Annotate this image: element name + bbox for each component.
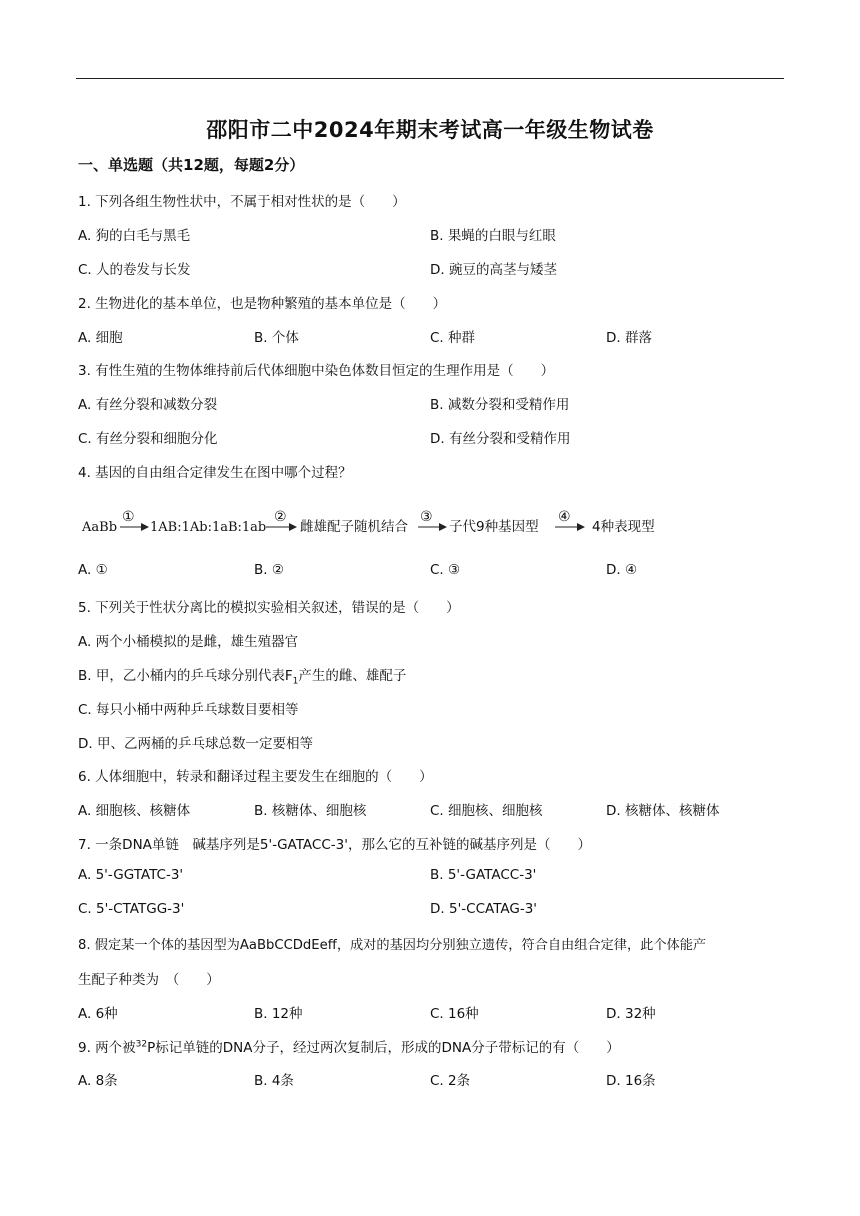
q1-option-a[interactable]: A. 狗的白毛与黑毛: [78, 228, 191, 244]
q7-option-b[interactable]: B. 5'-GATACC-3': [430, 867, 537, 883]
question-4-options: [78, 562, 784, 582]
question-1-options-row-1: [78, 224, 784, 244]
question-8-stem-line-1: 8. 假定某一个体的基因型为AaBbCCDdEeff，成对的基因均分别独立遗传，符合自由组合定律，此个体能产: [78, 938, 707, 953]
flow-step-1: ①: [122, 509, 135, 525]
q1-option-d[interactable]: D. 豌豆的高茎与矮茎: [430, 262, 557, 278]
question-9-options: [78, 1069, 784, 1089]
q6-option-b[interactable]: B. 核糖体、细胞核: [254, 803, 367, 819]
q5-option-b[interactable]: [78, 664, 406, 687]
q9-stem-text: 9. 两个被: [78, 1040, 136, 1056]
q8-option-a[interactable]: A. 6种: [78, 1006, 118, 1022]
question-4-stem: 4. 基因的自由组合定律发生在图中哪个过程？: [78, 465, 352, 481]
q2-option-b[interactable]: B. 个体: [254, 330, 299, 346]
q3-option-a[interactable]: A. 有丝分裂和减数分裂: [78, 397, 218, 413]
superscript-32: 32: [135, 1039, 148, 1050]
flow-step-4: ④: [558, 509, 571, 525]
q4-option-b[interactable]: B. ②: [254, 562, 284, 578]
subscript-1: 1: [292, 676, 299, 687]
flow-node-genotypes: 子代9种基因型: [449, 519, 539, 535]
question-5-stem: 5. 下列关于性状分离比的模拟实验相关叙述，错误的是（ ）: [78, 600, 460, 616]
flow-step-3: ③: [420, 509, 433, 525]
question-1-stem: 1. 下列各组生物性状中，不属于相对性状的是（ ）: [78, 194, 406, 210]
question-6-stem: 6. 人体细胞中，转录和翻译过程主要发生在细胞的（ ）: [78, 769, 433, 785]
q8-option-c[interactable]: C. 16种: [430, 1006, 479, 1022]
question-2-stem: 2. 生物进化的基本单位，也是物种繁殖的基本单位是（ ）: [78, 296, 447, 312]
q9-option-a[interactable]: A. 8条: [78, 1073, 118, 1089]
question-8-options: [78, 1002, 784, 1022]
question-3-stem: 3. 有性生殖的生物体维持前后代体细胞中染色体数目恒定的生理作用是（ ）: [78, 363, 555, 379]
q5-option-b-text: B. 甲，乙小桶内的乒乓球分别代表F: [78, 668, 293, 684]
q8-option-b[interactable]: B. 12种: [254, 1006, 303, 1022]
q6-option-d[interactable]: D. 核糖体、核糖体: [606, 803, 720, 819]
q4-option-c[interactable]: C. ③: [430, 562, 461, 578]
q1-option-c[interactable]: C. 人的卷发与长发: [78, 262, 191, 278]
q7-option-d[interactable]: D. 5'-CCATAG-3': [430, 901, 538, 917]
q4-option-d[interactable]: D. ④: [606, 562, 638, 578]
q2-option-d[interactable]: D. 群落: [606, 330, 652, 346]
q9-option-d[interactable]: D. 16条: [606, 1073, 656, 1089]
question-3-options-row-2: [78, 427, 784, 447]
flow-node-gametes: 1AB:1Ab:1aB:1ab: [150, 520, 267, 535]
q9-option-b[interactable]: B. 4条: [254, 1073, 294, 1089]
q5-option-d[interactable]: D. 甲、乙两桶的乒乓球总数一定要相等: [78, 736, 313, 752]
q5-option-a[interactable]: A. 两个小桶模拟的是雌，雄生殖器官: [78, 634, 299, 650]
question-8-stem-line-2: 生配子种类为 （ ）: [78, 972, 220, 988]
q1-option-b[interactable]: B. 果蝇的白眼与红眼: [430, 228, 556, 244]
q5-option-c[interactable]: C. 每只小桶中两种乒乓球数目要相等: [78, 702, 299, 718]
flow-node-parent: AaBb: [82, 520, 118, 535]
question-7-stem: 7. 一条DNA单链 碱基序列是5'-GATACC-3'，那么它的互补链的碱基序列是（ ）: [78, 837, 591, 853]
q7-option-a[interactable]: A. 5'-GGTATC-3': [78, 867, 184, 883]
q6-option-c[interactable]: C. 细胞核、细胞核: [430, 803, 543, 819]
question-9-stem: [78, 1036, 620, 1056]
q8-option-d[interactable]: D. 32种: [606, 1006, 656, 1022]
q9-stem-text-end: P标记单链的DNA分子，经过两次复制后，形成的DNA分子带标记的有（ ）: [147, 1040, 620, 1056]
header-rule: [76, 78, 784, 79]
exam-title: 邵阳市二中2024年期末考试高一年级生物试卷: [206, 118, 654, 142]
question-7-options-row-2: [78, 901, 784, 921]
q3-option-d[interactable]: D. 有丝分裂和受精作用: [430, 431, 571, 447]
q7-option-c[interactable]: C. 5'-CTATGG-3': [78, 901, 185, 917]
q2-option-c[interactable]: C. 种群: [430, 330, 476, 346]
q4-option-a[interactable]: A. ①: [78, 562, 108, 578]
question-7-options-row-1: [78, 867, 784, 887]
question-6-options: [78, 799, 784, 819]
q3-option-c[interactable]: C. 有丝分裂和细胞分化: [78, 431, 218, 447]
q9-option-c[interactable]: C. 2条: [430, 1073, 471, 1089]
flow-node-fertilization: 雌雄配子随机结合: [300, 519, 408, 535]
flow-step-2: ②: [274, 509, 287, 525]
flow-node-phenotypes: 4种表现型: [592, 519, 655, 535]
question-2-options: [78, 326, 784, 346]
question-3-options-row-1: [78, 393, 784, 413]
q6-option-a[interactable]: A. 细胞核、核糖体: [78, 803, 191, 819]
q2-option-a[interactable]: A. 细胞: [78, 330, 123, 346]
section-heading: 一、单选题（共12题，每题2分）: [78, 156, 305, 174]
question-1-options-row-2: [78, 258, 784, 278]
q5-option-b-text-end: 产生的雌、雄配子: [298, 668, 407, 684]
q3-option-b[interactable]: B. 减数分裂和受精作用: [430, 397, 570, 413]
